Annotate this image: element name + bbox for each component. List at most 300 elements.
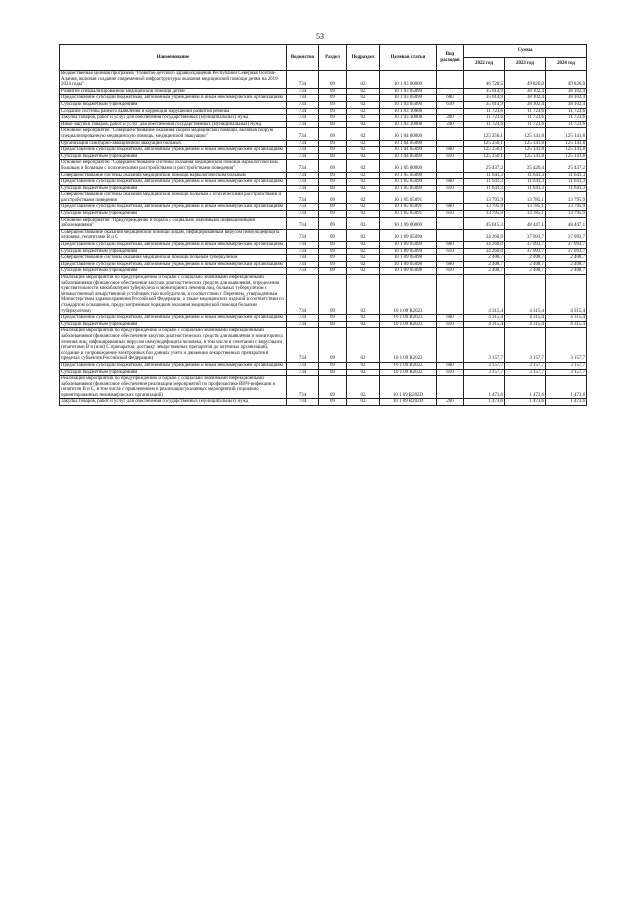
row-amount-2024: 2 408,7: [546, 268, 587, 275]
row-subsection: 02: [347, 204, 380, 211]
row-name: Совершенствование системы оказания медицинской помощи больным туберкулезом: [60, 255, 287, 262]
row-amount-2022: 125 250,1: [464, 153, 505, 160]
row-target-article: 10 1 09 00000: [380, 217, 437, 229]
row-amount-2023: 125 141,8: [505, 140, 546, 147]
row-name: Предоставление субсидий бюджетным, автономным учреждениям и иным некоммерческим организациям: [60, 242, 287, 249]
row-amount-2024: 1 473,6: [546, 399, 587, 406]
row-subsection: 02: [347, 140, 380, 147]
row-section: 09: [319, 95, 347, 102]
row-name: Предоставление субсидий бюджетным, автономным учреждениям и иным некоммерческим организациям: [60, 362, 287, 369]
row-ministry: 734: [287, 261, 319, 268]
row-amount-2024: 11 723,6: [546, 115, 587, 122]
row-ministry: 734: [287, 101, 319, 108]
row-ministry: 734: [287, 115, 319, 122]
row-target-article: 10 1 09 R2022: [380, 369, 437, 376]
row-expense-type: 600: [437, 204, 464, 211]
row-name: Реализация мероприятий по предупреждению и борьбе с социально значимыми инфекционными заболеваниями (финансовое обеспечение закупок диагностических средств для выявления и мониторинга лечения лиц, инфицированных вирусом иммунодефицита человека, в том числе в сочетании с вирусными гепатитами В и (или) С препаратов, доставку лекарственных препаратов до аптечных организаций, создание и сопровождение электронных баз данных учета и движения лекарственных препаратов в пределах субъектов Российской Федерации): [60, 328, 287, 363]
row-subsection: 02: [347, 362, 380, 369]
table-row: [60, 108, 587, 115]
row-name: Предоставление субсидий бюджетным, автономным учреждениям и иным некоммерческим организациям: [60, 315, 287, 322]
row-subsection: 02: [347, 229, 380, 241]
row-amount-2024: 38 102,4: [546, 95, 587, 102]
row-subsection: 02: [347, 192, 380, 204]
row-expense-type: [437, 192, 464, 204]
row-section: 09: [319, 204, 347, 211]
row-target-article: 10 1 03 05090: [380, 95, 437, 102]
row-section: 09: [319, 108, 347, 115]
row-name: Субсидии бюджетным учреждениям: [60, 185, 287, 192]
table-row: [60, 275, 587, 315]
row-ministry: 734: [287, 399, 319, 406]
row-subsection: 02: [347, 88, 380, 95]
row-target-article: 10 1 09 R2022: [380, 362, 437, 369]
row-amount-2024: 37 093,7: [546, 248, 587, 255]
row-ministry: 734: [287, 315, 319, 322]
row-expense-type: 600: [437, 179, 464, 186]
row-name: Предоставление субсидий бюджетным, автономным учреждениям и иным некоммерческим организациям: [60, 179, 287, 186]
row-section: 09: [319, 140, 347, 147]
row-amount-2023: 2 408,7: [505, 261, 546, 268]
row-ministry: 734: [287, 211, 319, 218]
row-amount-2022: 35 014,9: [464, 101, 505, 108]
row-target-article: 10 1 09 R2023: [380, 321, 437, 328]
row-target-article: 10 1 09 05098: [380, 255, 437, 262]
row-amount-2023: 3 157,7: [505, 328, 546, 363]
row-section: 09: [319, 217, 347, 229]
row-amount-2024: 25 437,2: [546, 160, 587, 172]
header-target-article: Целевая статья: [380, 45, 437, 71]
table-row: [60, 185, 587, 192]
row-name: Субсидии бюджетным учреждениям: [60, 321, 287, 328]
row-amount-2023: 11 723,6: [505, 121, 546, 128]
table-row: [60, 261, 587, 268]
row-amount-2023: 1 473,6: [505, 399, 546, 406]
row-target-article: 10 1 03 05090: [380, 88, 437, 95]
header-year-2024: 2024 год: [546, 58, 587, 71]
row-amount-2023: 11 641,3: [505, 179, 546, 186]
row-name: Закупка товаров, работ и услуг для обеспечения государственных (муниципальных) нужд: [60, 115, 287, 122]
row-section: 09: [319, 101, 347, 108]
row-amount-2024: 11 723,6: [546, 121, 587, 128]
row-amount-2023: 11 641,3: [505, 185, 546, 192]
row-amount-2024: 125 141,8: [546, 147, 587, 154]
row-amount-2022: 13 795,9: [464, 204, 505, 211]
row-target-article: 10 1 09 R2023: [380, 275, 437, 315]
table-row: [60, 192, 587, 204]
row-subsection: 02: [347, 115, 380, 122]
row-expense-type: [437, 255, 464, 262]
row-amount-2022: 34 260,0: [464, 248, 505, 255]
table-header: [60, 45, 587, 71]
row-amount-2024: 13 795,9: [546, 192, 587, 204]
row-amount-2023: 2 408,7: [505, 255, 546, 262]
row-amount-2024: 4 315,4: [546, 275, 587, 315]
table-row: [60, 229, 587, 241]
table-row: [60, 147, 587, 154]
row-target-article: 10 1 05 05091: [380, 192, 437, 204]
header-section: Раздел: [319, 45, 347, 71]
row-section: 09: [319, 88, 347, 95]
row-name: Субсидии бюджетным учреждениям: [60, 153, 287, 160]
row-target-article: 10 1 09 05090: [380, 248, 437, 255]
row-expense-type: [437, 275, 464, 315]
row-target-article: 10 1 03 10008: [380, 121, 437, 128]
row-section: 09: [319, 147, 347, 154]
row-subsection: 02: [347, 101, 380, 108]
row-name: Организация санитарно-авиационной эвакуации больных: [60, 140, 287, 147]
row-target-article: 10 1 09 R202D: [380, 376, 437, 399]
row-amount-2024: 2 408,7: [546, 261, 587, 268]
table-row: [60, 121, 587, 128]
row-amount-2024: 49 826,0: [546, 71, 587, 89]
row-subsection: 02: [347, 108, 380, 115]
row-expense-type: 600: [437, 95, 464, 102]
row-section: 09: [319, 369, 347, 376]
row-subsection: 02: [347, 211, 380, 218]
budget-table: [59, 44, 587, 406]
row-amount-2023: 37 093,7: [505, 229, 546, 241]
table-row: [60, 140, 587, 147]
row-amount-2023: 37 093,7: [505, 242, 546, 249]
row-ministry: 734: [287, 108, 319, 115]
row-amount-2022: 2 408,7: [464, 255, 505, 262]
table-row: [60, 128, 587, 140]
row-ministry: 734: [287, 376, 319, 399]
row-ministry: 734: [287, 268, 319, 275]
row-subsection: 02: [347, 376, 380, 399]
row-section: 09: [319, 153, 347, 160]
row-amount-2023: 4 315,4: [505, 275, 546, 315]
table-row: [60, 248, 587, 255]
row-subsection: 02: [347, 172, 380, 179]
table-row: [60, 321, 587, 328]
row-section: 09: [319, 255, 347, 262]
row-amount-2022: 4 315,4: [464, 275, 505, 315]
row-ministry: 734: [287, 160, 319, 172]
row-amount-2022: 2 408,7: [464, 268, 505, 275]
row-amount-2024: 1 473,6: [546, 376, 587, 399]
row-ministry: 734: [287, 321, 319, 328]
row-ministry: 734: [287, 255, 319, 262]
row-target-article: 10 1 09 05090: [380, 229, 437, 241]
row-amount-2022: 35 014,9: [464, 88, 505, 95]
row-ministry: 734: [287, 147, 319, 154]
row-ministry: 734: [287, 185, 319, 192]
header-ministry: Ведомство: [287, 45, 319, 71]
row-expense-type: [437, 71, 464, 89]
row-ministry: 734: [287, 172, 319, 179]
row-expense-type: 610: [437, 153, 464, 160]
table-row: [60, 217, 587, 229]
row-amount-2022: 125 250,1: [464, 140, 505, 147]
row-amount-2023: 13 785,1: [505, 211, 546, 218]
row-name: Субсидии бюджетным учреждениям: [60, 369, 287, 376]
row-amount-2023: 125 141,8: [505, 128, 546, 140]
row-target-article: 10 1 05 05090: [380, 185, 437, 192]
row-subsection: 02: [347, 217, 380, 229]
row-ministry: 734: [287, 362, 319, 369]
row-name: Субсидии бюджетным учреждениям: [60, 248, 287, 255]
page-number: 53: [316, 32, 324, 41]
row-ministry: 734: [287, 140, 319, 147]
row-section: 09: [319, 229, 347, 241]
row-name: Субсидии бюджетным учреждениям: [60, 268, 287, 275]
row-name: Развитие специализированной медицинской помощи детям: [60, 88, 287, 95]
row-section: 09: [319, 71, 347, 89]
row-expense-type: [437, 328, 464, 363]
row-target-article: 10 1 05 05090: [380, 179, 437, 186]
row-amount-2023: 3 157,7: [505, 362, 546, 369]
row-expense-type: [437, 140, 464, 147]
row-subsection: 02: [347, 185, 380, 192]
row-amount-2023: 38 102,4: [505, 88, 546, 95]
table-row: [60, 255, 587, 262]
row-name: Совершенствование оказания медицинской помощи лицам, инфицированным вирусом иммунодефицита человека, гепатитами В и С: [60, 229, 287, 241]
row-subsection: 02: [347, 255, 380, 262]
row-amount-2024: 13 795,9: [546, 211, 587, 218]
row-name: Предоставление субсидий бюджетным, автономным учреждениям и иным некоммерческим организациям: [60, 95, 287, 102]
row-target-article: 10 1 03 05090: [380, 101, 437, 108]
row-target-article: 10 1 05 00000: [380, 160, 437, 172]
row-target-article: 10 1 09 05098: [380, 268, 437, 275]
row-amount-2023: 37 093,7: [505, 248, 546, 255]
row-name: Основное мероприятие "Предупреждение и борьба с социально значимыми инфекционными заболеваниями": [60, 217, 287, 229]
row-amount-2022: 46 728,5: [464, 71, 505, 89]
header-year-2023: 2023 год: [505, 58, 546, 71]
row-amount-2022: 1 473,6: [464, 376, 505, 399]
row-expense-type: 200: [437, 115, 464, 122]
row-subsection: 02: [347, 179, 380, 186]
row-expense-type: 610: [437, 369, 464, 376]
row-amount-2024: 3 157,7: [546, 328, 587, 363]
row-amount-2022: 13 795,9: [464, 192, 505, 204]
row-ministry: 734: [287, 242, 319, 249]
row-amount-2022: 4 315,4: [464, 321, 505, 328]
row-target-article: 10 1 04 05090: [380, 147, 437, 154]
row-expense-type: 610: [437, 248, 464, 255]
row-ministry: 734: [287, 179, 319, 186]
table-row: [60, 211, 587, 218]
header-sum: Сумма: [464, 45, 587, 58]
row-ministry: 734: [287, 88, 319, 95]
row-amount-2022: 45 615,3: [464, 217, 505, 229]
row-amount-2023: 11 641,3: [505, 172, 546, 179]
row-subsection: 02: [347, 71, 380, 89]
row-amount-2022: 11 641,3: [464, 179, 505, 186]
row-subsection: 02: [347, 242, 380, 249]
table-row: [60, 160, 587, 172]
row-subsection: 02: [347, 160, 380, 172]
row-expense-type: [437, 217, 464, 229]
row-expense-type: [437, 229, 464, 241]
row-expense-type: 600: [437, 261, 464, 268]
row-expense-type: 600: [437, 147, 464, 154]
table-row: [60, 369, 587, 376]
row-expense-type: [437, 88, 464, 95]
row-section: 09: [319, 248, 347, 255]
header-name: Наименование: [60, 45, 287, 71]
row-name: Субсидии бюджетным учреждениям: [60, 101, 287, 108]
row-expense-type: 610: [437, 321, 464, 328]
row-expense-type: 200: [437, 399, 464, 406]
row-target-article: 10 1 03 10008: [380, 115, 437, 122]
row-subsection: 02: [347, 328, 380, 363]
row-amount-2024: 11 641,3: [546, 172, 587, 179]
row-expense-type: 600: [437, 315, 464, 322]
row-amount-2022: 2 408,7: [464, 261, 505, 268]
row-expense-type: 240: [437, 121, 464, 128]
row-section: 09: [319, 275, 347, 315]
row-name: Субсидии бюджетным учреждениям: [60, 211, 287, 218]
row-section: 09: [319, 399, 347, 406]
row-amount-2024: 125 141,8: [546, 140, 587, 147]
row-amount-2024: 11 641,3: [546, 185, 587, 192]
row-amount-2022: 125 250,1: [464, 128, 505, 140]
table-row: [60, 376, 587, 399]
row-target-article: 10 1 04 00000: [380, 128, 437, 140]
row-target-article: 10 1 09 05090: [380, 242, 437, 249]
header-year-2022: 2022 год: [464, 58, 505, 71]
row-amount-2024: 3 157,7: [546, 369, 587, 376]
row-amount-2024: 38 102,4: [546, 101, 587, 108]
row-ministry: 734: [287, 248, 319, 255]
row-expense-type: [437, 128, 464, 140]
row-subsection: 02: [347, 268, 380, 275]
row-amount-2023: 2 408,7: [505, 268, 546, 275]
row-amount-2024: 3 157,7: [546, 362, 587, 369]
row-section: 09: [319, 115, 347, 122]
table-row: [60, 153, 587, 160]
row-subsection: 02: [347, 121, 380, 128]
row-expense-type: [437, 172, 464, 179]
row-subsection: 02: [347, 128, 380, 140]
row-expense-type: 610: [437, 211, 464, 218]
row-amount-2022: 34 260,0: [464, 242, 505, 249]
row-amount-2024: 125 141,8: [546, 128, 587, 140]
row-subsection: 02: [347, 321, 380, 328]
row-amount-2022: 125 250,1: [464, 147, 505, 154]
table-row: [60, 101, 587, 108]
table-row: [60, 95, 587, 102]
table-row: [60, 268, 587, 275]
row-ministry: 734: [287, 217, 319, 229]
row-amount-2022: 3 157,7: [464, 362, 505, 369]
row-ministry: 734: [287, 328, 319, 363]
row-name: Предоставление субсидий бюджетным, автономным учреждениям и иным некоммерческим организациям: [60, 261, 287, 268]
table-row: [60, 315, 587, 322]
row-section: 09: [319, 268, 347, 275]
row-section: 09: [319, 211, 347, 218]
row-ministry: 734: [287, 229, 319, 241]
row-ministry: 734: [287, 71, 319, 89]
row-amount-2023: 4 315,4: [505, 315, 546, 322]
row-subsection: 02: [347, 275, 380, 315]
row-amount-2023: 125 141,8: [505, 153, 546, 160]
header-expense-type: Вид расходов: [437, 45, 464, 71]
row-target-article: 10 1 05 05090: [380, 172, 437, 179]
row-section: 09: [319, 128, 347, 140]
row-section: 09: [319, 321, 347, 328]
row-expense-type: [437, 160, 464, 172]
row-subsection: 02: [347, 153, 380, 160]
row-amount-2022: 11 641,3: [464, 172, 505, 179]
row-amount-2024: 4 315,4: [546, 315, 587, 322]
row-amount-2022: 25 437,2: [464, 160, 505, 172]
row-expense-type: 600: [437, 242, 464, 249]
row-amount-2023: 48 447,1: [505, 217, 546, 229]
row-target-article: 10 1 04 05090: [380, 140, 437, 147]
table-row: [60, 71, 587, 89]
table-row: [60, 204, 587, 211]
row-amount-2022: 13 795,9: [464, 211, 505, 218]
row-name: Закупка товаров, работ и услуг для обеспечения государственных (муниципальных) нужд: [60, 399, 287, 406]
row-amount-2022: 1 473,6: [464, 399, 505, 406]
row-amount-2022: 11 723,6: [464, 121, 505, 128]
table-row: [60, 362, 587, 369]
row-section: 09: [319, 172, 347, 179]
row-section: 09: [319, 160, 347, 172]
row-amount-2023: 13 785,1: [505, 204, 546, 211]
row-subsection: 02: [347, 369, 380, 376]
row-expense-type: 610: [437, 185, 464, 192]
row-subsection: 02: [347, 147, 380, 154]
row-name: Ведомственная целевая программа "Развитие детского здравоохранения Республики Северная Осетия-Алания, включая создание современной инфраструктуры оказания медицинской помощи детям на 2019-2024 годы": [60, 71, 287, 89]
row-amount-2023: 38 102,4: [505, 101, 546, 108]
row-name: Иные закупки товаров, работ и услуг для обеспечения государственных (муниципальных) нужд: [60, 121, 287, 128]
row-amount-2024: 37 093,7: [546, 242, 587, 249]
row-subsection: 02: [347, 399, 380, 406]
row-subsection: 02: [347, 248, 380, 255]
row-ministry: 734: [287, 275, 319, 315]
row-ministry: 734: [287, 153, 319, 160]
table-row: [60, 88, 587, 95]
row-amount-2024: 4 315,4: [546, 321, 587, 328]
row-section: 09: [319, 242, 347, 249]
row-ministry: 734: [287, 121, 319, 128]
row-name: Совершенствование системы оказания медицинской помощи больным с психическими расстройствами и расстройствами поведения: [60, 192, 287, 204]
row-amount-2022: 11 723,6: [464, 108, 505, 115]
row-amount-2024: 125 141,8: [546, 153, 587, 160]
row-ministry: 734: [287, 95, 319, 102]
row-amount-2023: 125 141,8: [505, 147, 546, 154]
row-amount-2024: 2 408,7: [546, 255, 587, 262]
row-amount-2023: 11 723,6: [505, 115, 546, 122]
row-name: Предоставление субсидий бюджетным, автономным учреждениям и иным некоммерческим организациям: [60, 147, 287, 154]
row-amount-2024: 11 641,3: [546, 179, 587, 186]
row-amount-2024: 13 795,9: [546, 204, 587, 211]
row-amount-2022: 11 723,6: [464, 115, 505, 122]
row-ministry: 734: [287, 204, 319, 211]
row-expense-type: 610: [437, 268, 464, 275]
row-amount-2023: 1 473,6: [505, 376, 546, 399]
row-name: Реализация мероприятий по предупреждению и борьбе с социально значимыми инфекционными заболеваниями (финансовое обеспечение реализации мероприятий по профилактике ВИЧ-инфекции и гепатитов В и С, в том числе с привлечением к реализации указанных мероприятий социально ориентированных некоммерческих организаций): [60, 376, 287, 399]
table-body: [60, 71, 587, 406]
row-expense-type: 600: [437, 362, 464, 369]
row-target-article: 10 1 09 R2022: [380, 328, 437, 363]
table-row: [60, 172, 587, 179]
header-subsection: Подраздел: [347, 45, 380, 71]
row-section: 09: [319, 362, 347, 369]
table-row: [60, 328, 587, 363]
table-row: [60, 179, 587, 186]
row-amount-2023: 13 785,1: [505, 192, 546, 204]
table-row: [60, 115, 587, 122]
row-section: 09: [319, 376, 347, 399]
row-section: 09: [319, 261, 347, 268]
row-subsection: 02: [347, 95, 380, 102]
table-row: [60, 242, 587, 249]
row-amount-2024: 11 723,6: [546, 108, 587, 115]
